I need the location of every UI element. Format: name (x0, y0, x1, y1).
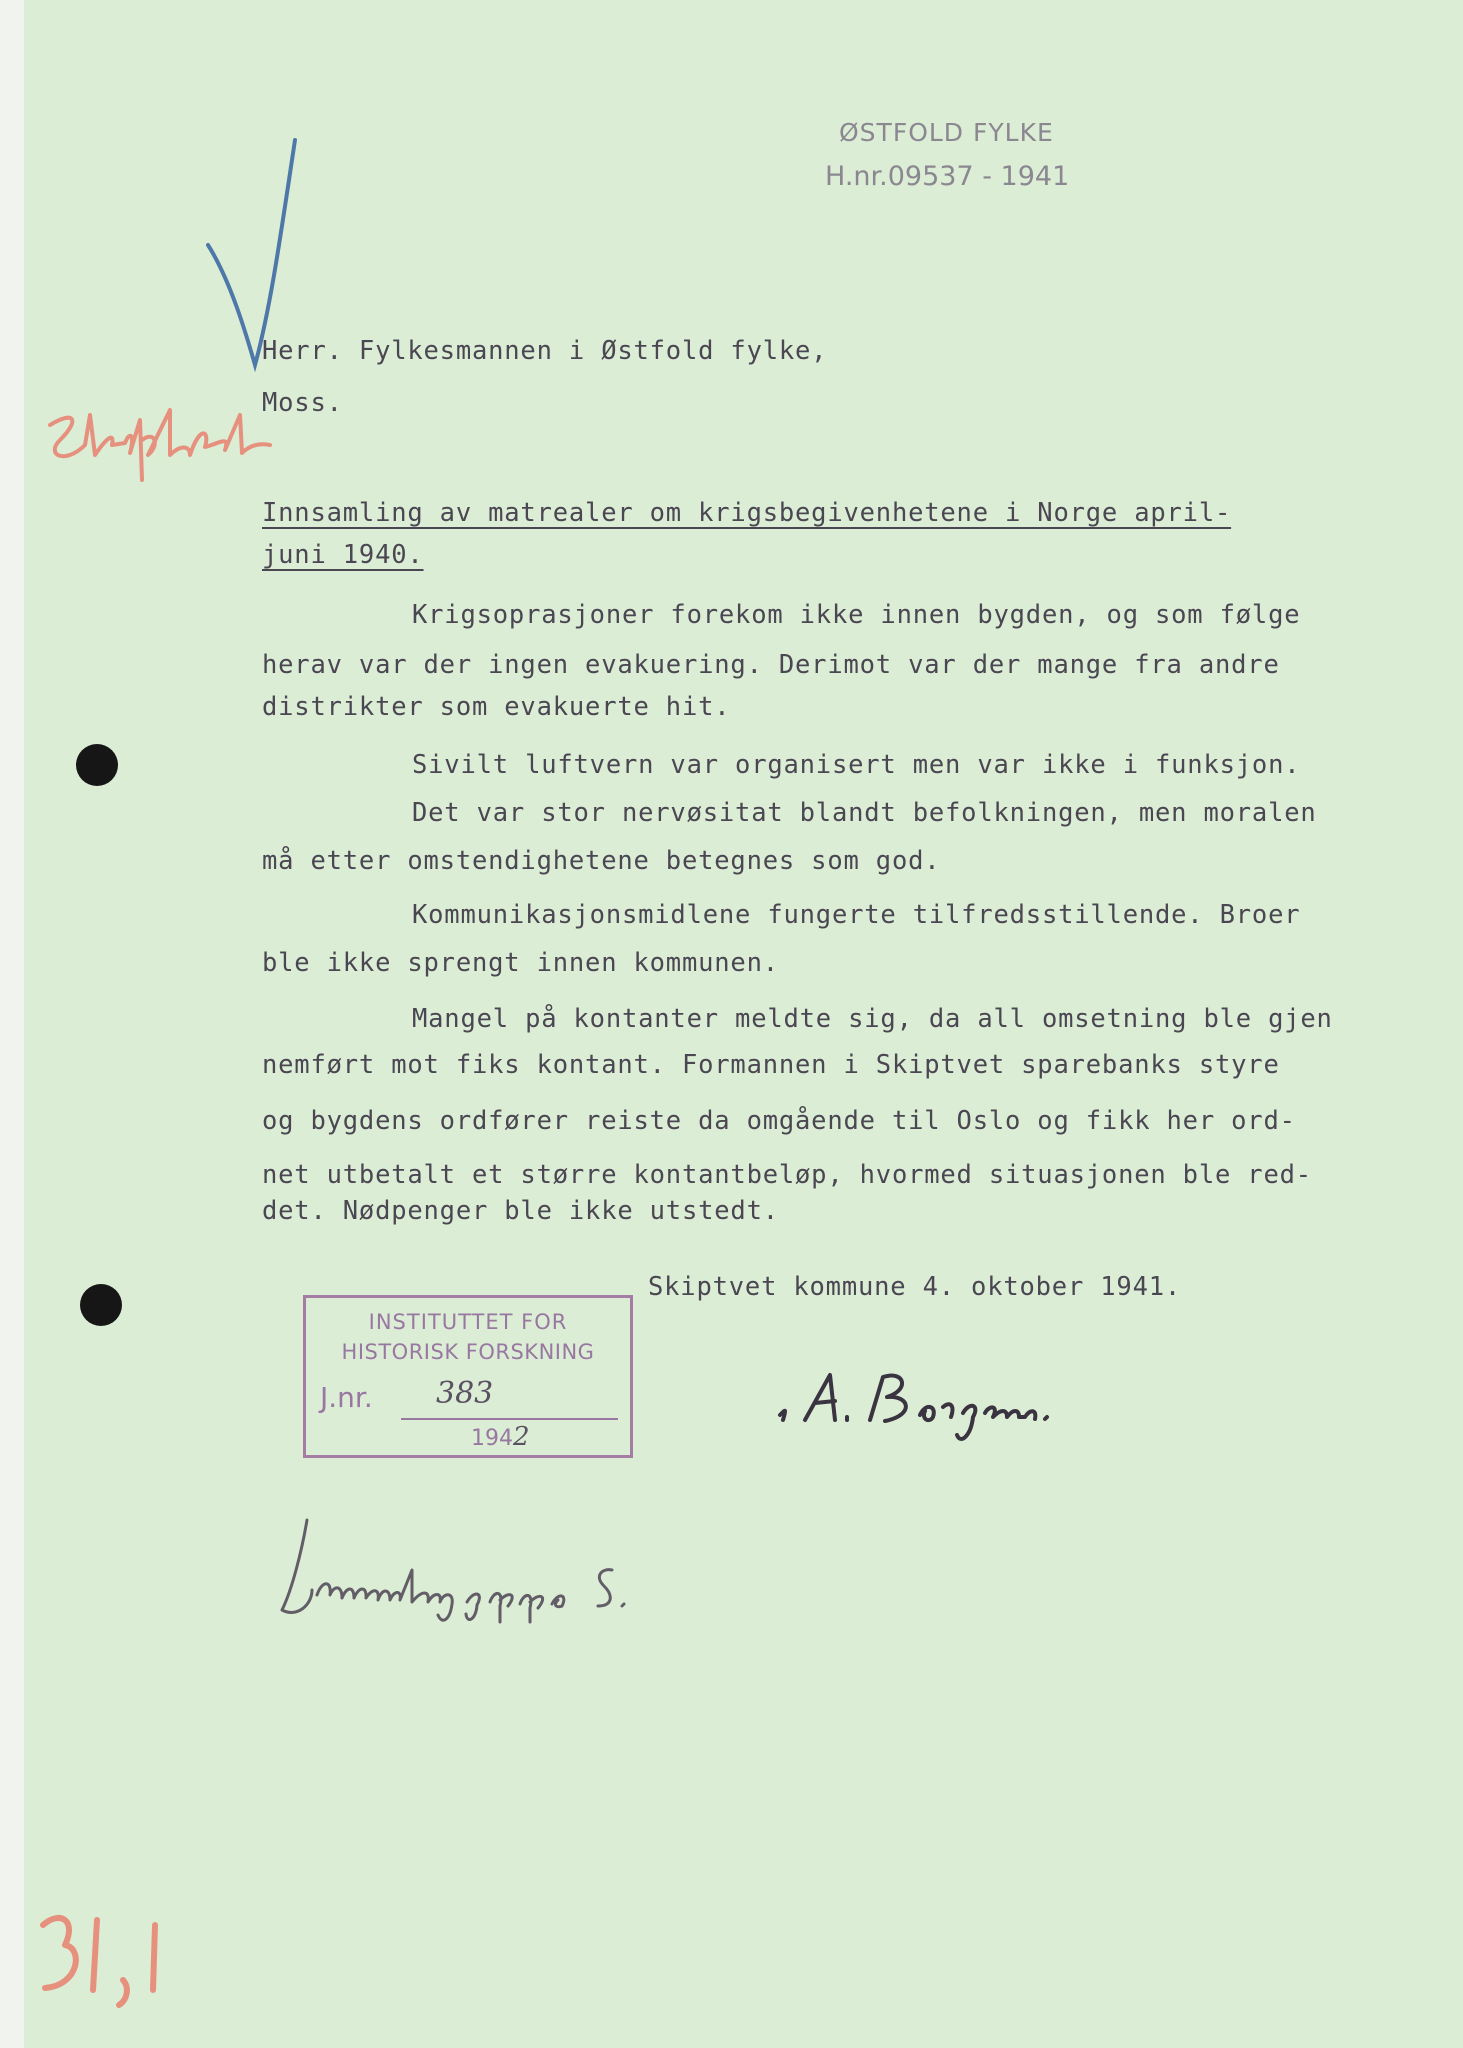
paragraph-4-line-2: ble ikke sprengt innen kommunen. (262, 948, 779, 978)
institute-stamp (303, 1295, 633, 1458)
signature-handwriting (775, 1365, 1135, 1445)
paragraph-1-line-3: distrikter som evakuerte hit. (262, 692, 731, 722)
paragraph-1-line-1: Krigsoprasjoner forekom ikke innen bygden, og som følge (412, 600, 1301, 630)
punch-hole-bottom (80, 1284, 122, 1326)
recipient-line: Herr. Fylkesmannen i Østfold fylke, (262, 336, 828, 366)
institute-stamp-jnr-label: J.nr. (320, 1381, 373, 1414)
institute-stamp-year-printed: 194 (471, 1426, 513, 1451)
city-line: Moss. (262, 388, 343, 418)
archive-note-handwriting (262, 1510, 782, 1630)
institute-stamp-year-hand: 2 (513, 1422, 530, 1452)
scan-margin (0, 0, 24, 2048)
paragraph-5-line-2: nemført mot fiks kontant. Formannen i Skiptvet sparebanks styre (262, 1050, 1280, 1080)
paragraph-5-line-1: Mangel på kontanter meldte sig, da all omsetning ble gjen (412, 1004, 1333, 1034)
stamp-hnr-year: - 1941 (982, 161, 1070, 192)
paragraph-4-line-1: Kommunikasjonsmidlene fungerte tilfredsstillende. Broer (412, 900, 1301, 930)
subject-line-1: Innsamling av matrealer om krigsbegivenhetene i Norge april- (262, 498, 1232, 528)
margin-place-handwriting (30, 385, 300, 495)
paragraph-1-line-2: herav var der ingen evakuering. Derimot var der mange fra andre (262, 650, 1280, 680)
institute-stamp-year (471, 1422, 530, 1452)
institute-stamp-jnr-value: 383 (436, 1376, 494, 1411)
stamp-county: ØSTFOLD FYLKE (839, 118, 1054, 147)
stamp-hnr-value: 09537 (887, 161, 974, 192)
page-number-handwriting (35, 1900, 205, 2010)
paragraph-5-line-4: net utbetalt et større kontantbeløp, hvormed situasjonen ble red- (262, 1160, 1312, 1190)
paragraph-5-line-3: og bygdens ordfører reiste da omgående til Oslo og fikk her ord- (262, 1106, 1296, 1136)
stamp-hnr (825, 161, 1085, 192)
punch-hole-top (76, 744, 118, 786)
paragraph-3-line-2: må etter omstendighetene betegnes som god. (262, 846, 941, 876)
paragraph-3-line-1: Det var stor nervøsitat blandt befolkningen, men moralen (412, 798, 1317, 828)
subject-line-2: juni 1940. (262, 540, 424, 570)
institute-stamp-jnr-rule (401, 1418, 618, 1420)
registry-stamp (825, 118, 1085, 192)
institute-stamp-line-1: INSTITUTTET FOR (368, 1310, 568, 1334)
closing-line: Skiptvet kommune 4. oktober 1941. (648, 1272, 1182, 1302)
stamp-hnr-label: H.nr. (825, 161, 888, 192)
paragraph-2-line-1: Sivilt luftvern var organisert men var ikke i funksjon. (412, 750, 1301, 780)
paragraph-5-line-5: det. Nødpenger ble ikke utstedt. (262, 1196, 779, 1226)
institute-stamp-line-2: HISTORISK FORSKNING (341, 1340, 595, 1364)
